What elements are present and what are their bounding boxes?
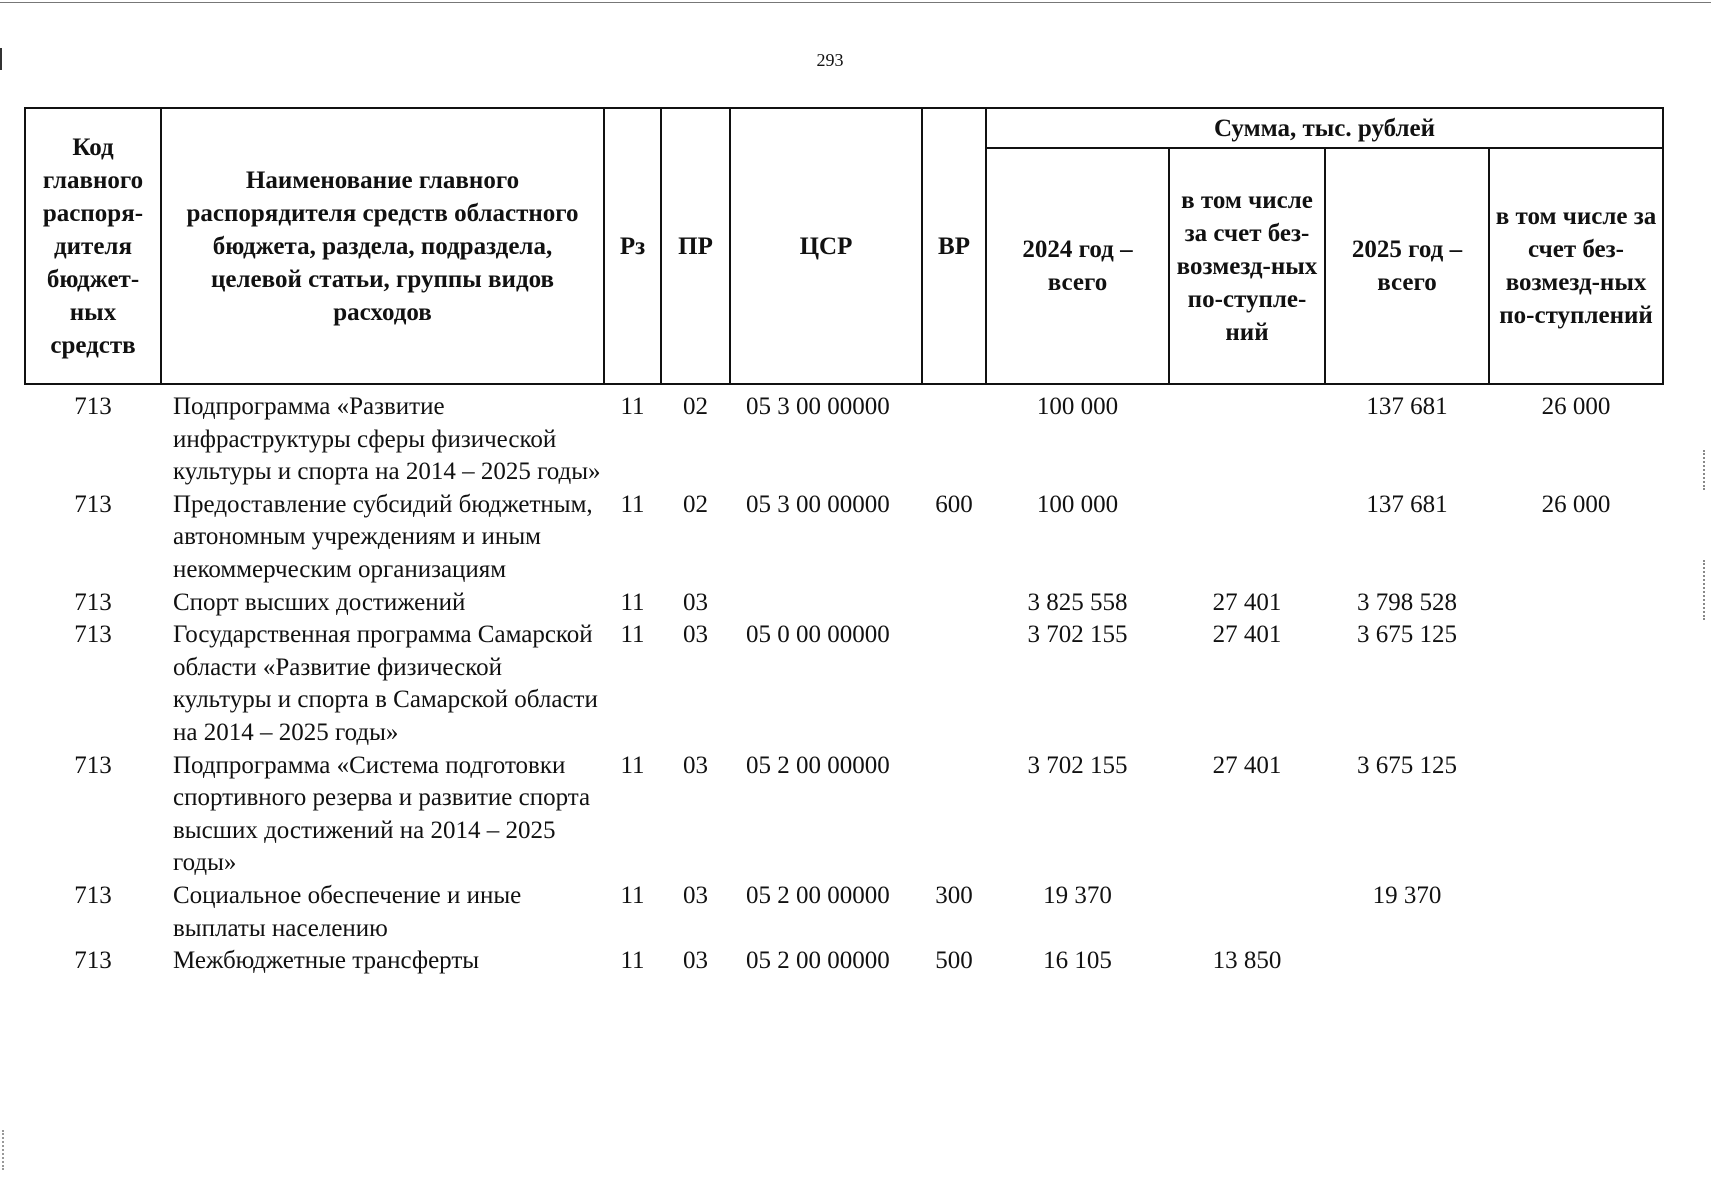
cell-code: 713 [74, 393, 112, 420]
cell-2024-free: 27 401 [1212, 621, 1282, 649]
cell-2025-free: 26 000 [1541, 490, 1611, 518]
cell-csr: 05 3 00 00000 [746, 393, 890, 420]
scan-noise [1703, 450, 1709, 490]
cell-name: Спорт высших достижений [173, 588, 466, 616]
cell-2025-free: 26 000 [1541, 393, 1611, 420]
cell-2025-total: 3 675 125 [1357, 751, 1457, 779]
page-number: 293 [816, 50, 844, 70]
table-row [25, 750, 1663, 880]
cell-2024-total: 16 105 [1043, 947, 1112, 975]
scan-noise [1703, 560, 1709, 620]
cell-csr: 05 0 00 00000 [746, 621, 890, 649]
top-rule [0, 2, 1711, 3]
header-rz: Рз [604, 108, 661, 384]
cell-pr: 03 [683, 621, 708, 649]
table-row [25, 945, 1663, 978]
cell-rz: 11 [620, 947, 645, 975]
table-row [25, 619, 1663, 749]
cell-name: Предоставление субсидий бюджетным, автономным учреждениям и иным некоммерческим организациям [173, 490, 593, 583]
header-code: Код главного распоря-дителя бюджет-ных средств [25, 108, 161, 384]
header-2024-total: 2024 год – всего [986, 148, 1169, 384]
cell-2024-total: 3 702 155 [1027, 751, 1128, 779]
cell-2025-free [1489, 750, 1663, 880]
cell-pr: 03 [683, 588, 708, 616]
cell-vr [922, 587, 986, 620]
cell-csr: 05 2 00 00000 [746, 751, 890, 779]
cell-2024-total: 19 370 [1043, 881, 1112, 909]
cell-csr: 05 2 00 00000 [746, 947, 890, 975]
cell-2024-free [1169, 384, 1325, 489]
header-2025-free: в том числе за счет без-возмезд-ных по-ступлений [1489, 148, 1663, 384]
header-name: Наименование главного распорядителя средств областного бюджета, раздела, подраздела, целевой статьи, группы видов расходов [161, 108, 604, 384]
cell-vr: 600 [935, 490, 973, 518]
table-row [25, 880, 1663, 945]
cell-vr [922, 384, 986, 489]
header-2024-free: в том числе за счет без-возмезд-ных по-ступле-ний [1169, 148, 1325, 384]
header-vr: ВР [922, 108, 986, 384]
cell-code: 713 [74, 947, 112, 975]
cell-vr [922, 619, 986, 749]
cell-name: Государственная программа Самарской области «Развитие физической культуры и спорта в Самарской области на 2014 – 2025 годы» [173, 621, 598, 746]
cell-code: 713 [74, 751, 112, 779]
header-sum: Сумма, тыс. рублей [986, 108, 1663, 148]
cell-pr: 02 [683, 393, 708, 420]
cell-rz: 11 [620, 751, 645, 779]
cell-csr: 05 2 00 00000 [746, 881, 890, 909]
cell-2025-total [1325, 945, 1489, 978]
table-row [25, 587, 1663, 620]
cell-rz: 11 [620, 588, 645, 616]
header-2025-total: 2025 год – всего [1325, 148, 1489, 384]
cell-2024-total: 3 825 558 [1027, 588, 1128, 616]
cell-2025-free [1489, 945, 1663, 978]
cell-code: 713 [74, 881, 112, 909]
cell-csr: 05 3 00 00000 [746, 490, 890, 518]
cell-2024-free: 13 850 [1212, 947, 1282, 975]
cell-vr: 500 [935, 947, 973, 975]
cell-2025-free [1489, 587, 1663, 620]
budget-table [24, 107, 1664, 978]
cell-vr: 300 [935, 881, 973, 909]
cell-2025-total: 3 798 528 [1357, 588, 1457, 616]
table-row [25, 384, 1663, 489]
scan-noise [2, 1130, 8, 1170]
cell-2024-total: 100 000 [1036, 490, 1119, 518]
cell-rz: 11 [620, 490, 645, 518]
cell-rz: 11 [620, 881, 645, 909]
cell-2025-free [1489, 880, 1663, 945]
cell-name: Социальное обеспечение и иные выплаты населению [173, 881, 522, 942]
cell-2024-free [1169, 489, 1325, 587]
cell-code: 713 [74, 621, 112, 649]
table-row [25, 489, 1663, 587]
cell-2025-total: 3 675 125 [1357, 621, 1457, 649]
cell-rz: 11 [620, 621, 645, 649]
cell-2024-total: 3 702 155 [1027, 621, 1128, 649]
cell-code: 713 [74, 588, 112, 616]
cell-2024-free [1169, 880, 1325, 945]
cell-2025-total: 137 681 [1366, 393, 1448, 420]
cell-2025-total: 137 681 [1366, 490, 1448, 518]
cell-csr [730, 587, 922, 620]
cell-pr: 03 [683, 881, 708, 909]
cell-2025-free [1489, 619, 1663, 749]
cell-2024-free: 27 401 [1212, 751, 1282, 779]
cell-code: 713 [74, 490, 112, 518]
header-pr: ПР [661, 108, 730, 384]
cell-2024-free: 27 401 [1212, 588, 1282, 616]
cell-rz: 11 [620, 393, 645, 420]
cell-pr: 02 [683, 490, 708, 518]
cell-vr [922, 750, 986, 880]
cell-name: Подпрограмма «Система подготовки спортивного резерва и развитие спорта высших достижений на 2014 – 2025 годы» [173, 751, 591, 877]
header-csr: ЦСР [730, 108, 922, 384]
cell-name: Межбюджетные трансферты [173, 947, 480, 975]
cell-2025-total: 19 370 [1372, 881, 1442, 909]
cell-2024-total: 100 000 [1036, 393, 1119, 420]
cell-name: Подпрограмма «Развитие инфраструктуры сферы физической культуры и спорта на 2014 – 2025 годы» [173, 393, 601, 486]
cell-pr: 03 [683, 751, 708, 779]
cell-pr: 03 [683, 947, 708, 975]
